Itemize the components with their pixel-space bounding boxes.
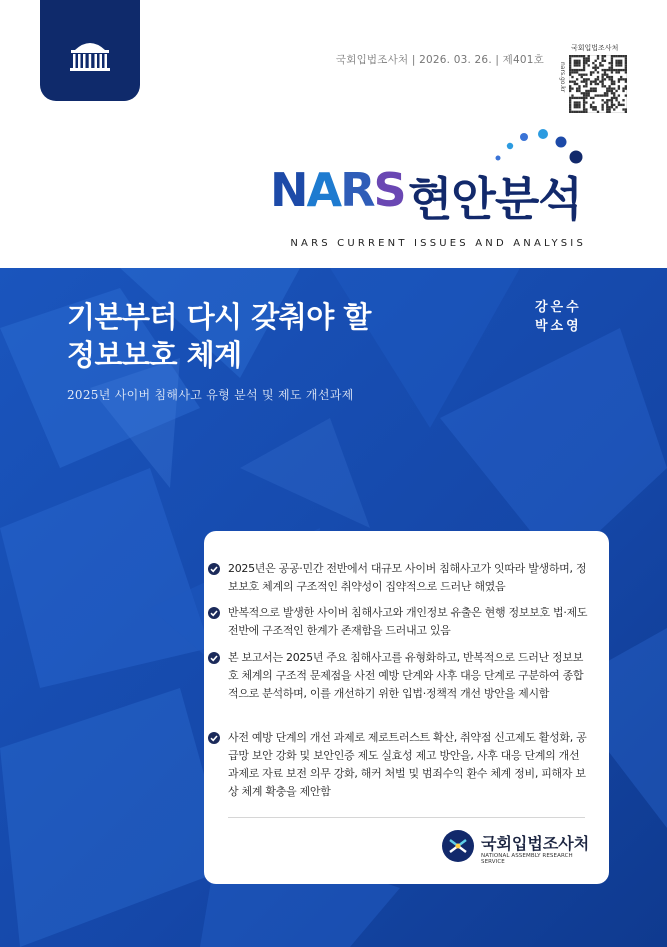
check-circle-icon	[208, 652, 220, 664]
summary-bullet	[228, 604, 590, 640]
report-title	[67, 298, 371, 374]
brand-english-name: NARS CURRENT ISSUES AND ANALYSIS	[290, 238, 586, 249]
nars-emblem-icon	[441, 829, 475, 863]
national-assembly-logo	[40, 0, 140, 101]
title-line-1: 기본부터 다시 갖춰야 할	[67, 300, 371, 334]
summary-bullet	[228, 560, 590, 596]
footer-logo-korean: 국회입법조사처	[481, 834, 590, 853]
author-name: 박소영	[535, 319, 582, 334]
qr-label: 국회입법조사처	[571, 44, 619, 52]
issue-info: 국회입법조사처 | 2026. 03. 26. | 제401호	[335, 54, 544, 66]
bullet-text: 반복적으로 발생한 사이버 침해사고와 개인정보 유출은 현행 정보보호 법·제도 전반에 구조적인 한계가 존재함을 드러내고 있음	[228, 606, 588, 637]
authors	[535, 298, 582, 336]
footer-logo-english: NATIONAL ASSEMBLY RESEARCH SERVICE	[481, 853, 573, 865]
check-circle-icon	[208, 563, 220, 575]
bullet-text: 사전 예방 단계의 개선 과제로 제로트러스트 확산, 취약점 신고제도 활성화, 공급망 보안 강화 및 보안인증 제도 실효성 제고 방안을, 사후 대응 단계의 개선 과제로 자료 보전 의무 강화, 해커 처벌 및 범죄수익 환수 체계 정비, 피해자 보상 체계 확충을 제안함	[228, 731, 587, 798]
summary-card	[204, 531, 609, 884]
summary-bullet	[228, 729, 590, 801]
title-line-2: 정보보호 체계	[67, 338, 242, 372]
card-divider	[228, 817, 585, 818]
assembly-building-icon	[60, 36, 120, 76]
summary-bullet	[228, 649, 590, 703]
nars-brand	[270, 163, 600, 233]
check-circle-icon	[208, 732, 220, 744]
cover-header	[0, 0, 667, 268]
qr-url: nars.go.kr	[559, 62, 566, 93]
qr-code[interactable]	[569, 55, 627, 113]
check-circle-icon	[208, 607, 220, 619]
nars-footer-logo	[441, 829, 591, 869]
brand-korean-name: 현안분석	[408, 172, 582, 226]
nars-wordmark: NARS	[270, 163, 405, 217]
report-subtitle: 2025년 사이버 침해사고 유형 분석 및 제도 개선과제	[67, 388, 354, 402]
author-name: 강은수	[535, 300, 582, 315]
bullet-text: 2025년은 공공·민간 전반에서 대규모 사이버 침해사고가 잇따라 발생하며, 정보보호 체계의 구조적인 취약성이 집약적으로 드러난 해였음	[228, 562, 587, 593]
bullet-text: 본 보고서는 2025년 주요 침해사고를 유형화하고, 반복적으로 드러난 정보보호 체계의 구조적 문제점을 사전 예방 단계와 사후 대응 단계로 구분하여 종합적으로 분석하며, 이를 개선하기 위한 입법·정책적 개선 방안을 제시함	[228, 651, 584, 700]
